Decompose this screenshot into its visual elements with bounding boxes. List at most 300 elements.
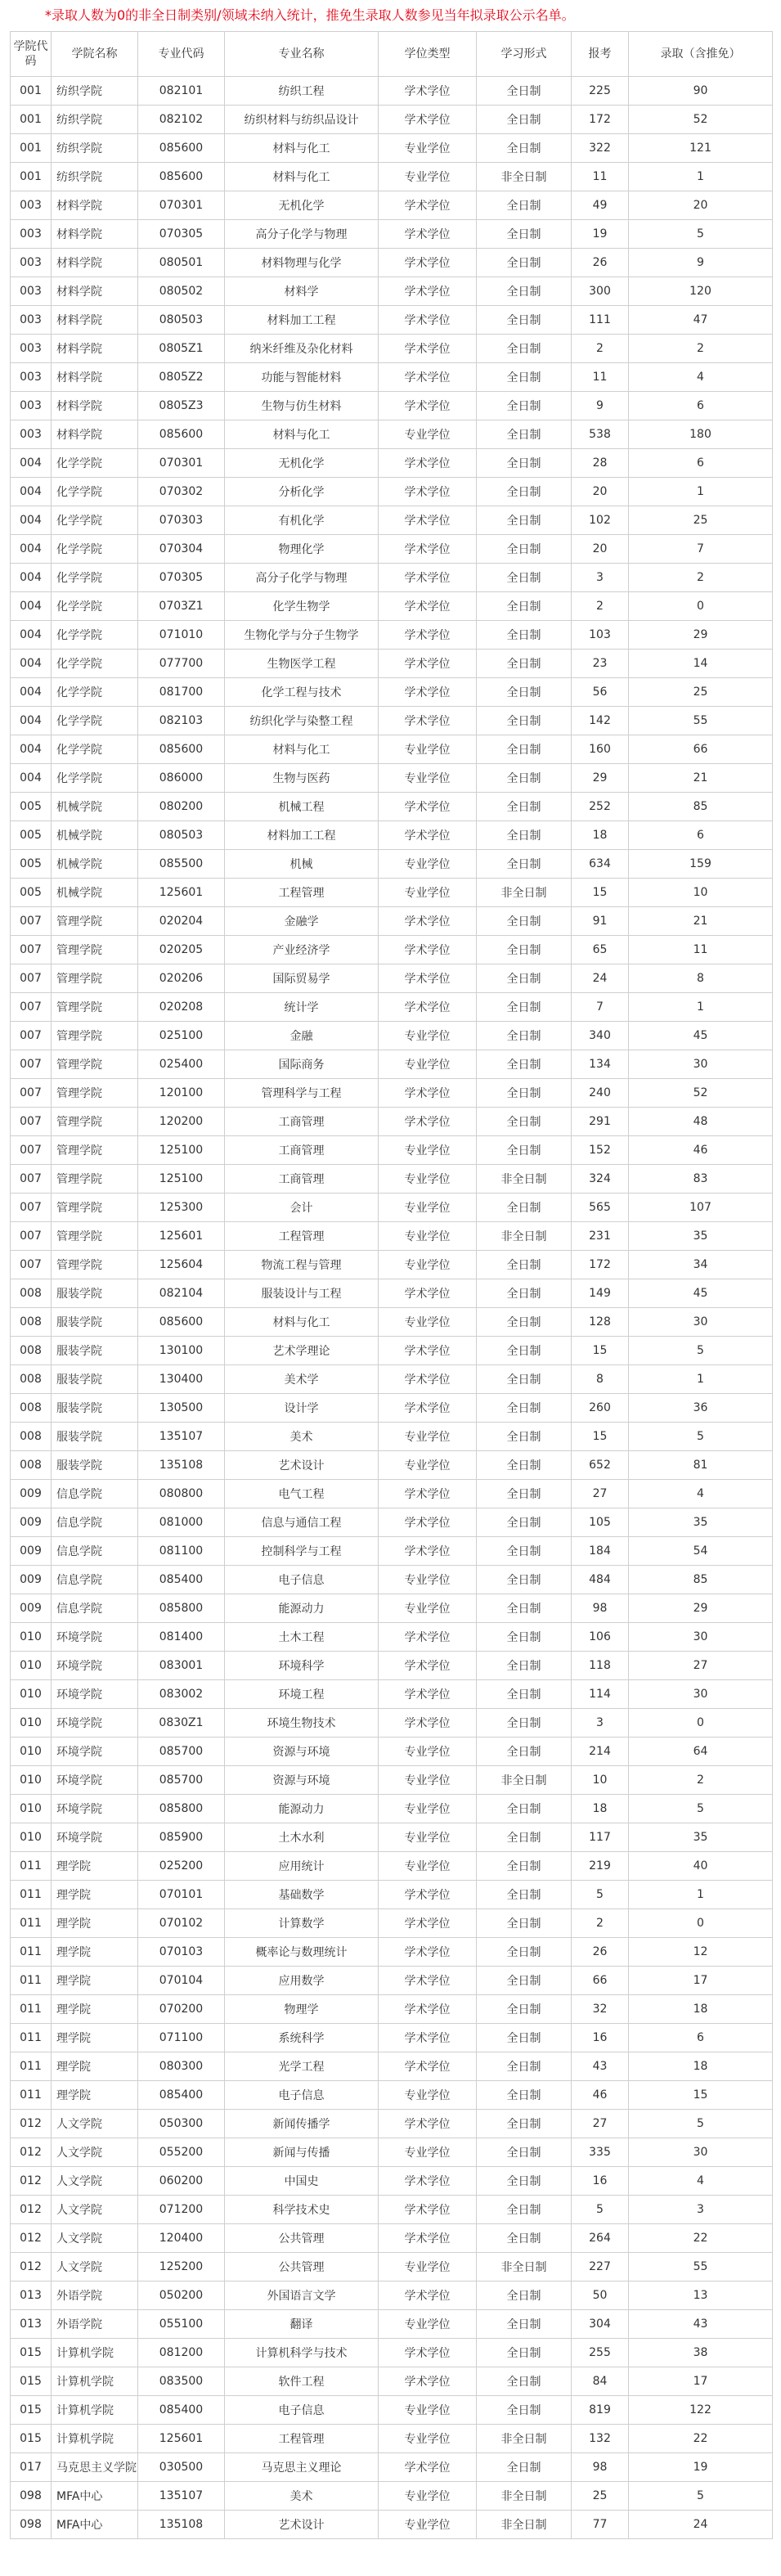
cell-study-mode: 全日制 [477,2310,572,2339]
cell-college-code: 015 [11,2339,52,2367]
cell-degree-type: 学术学位 [379,2282,477,2310]
cell-degree-type: 学术学位 [379,277,477,306]
cell-college-code: 005 [11,821,52,850]
cell-applicants: 142 [572,707,629,735]
cell-major-name: 物理学 [225,1995,379,2024]
table-row [11,678,773,707]
cell-major-code: 081100 [138,1537,225,1566]
table-row [11,1766,773,1795]
cell-degree-type: 学术学位 [379,1365,477,1394]
cell-college-name: 理学院 [52,2024,138,2052]
table-row [11,1938,773,1967]
cell-major-name: 电子信息 [225,1566,379,1594]
table-row [11,335,773,363]
cell-admitted: 180 [629,420,773,449]
cell-admitted: 1 [629,1881,773,1909]
table-row [11,1423,773,1451]
cell-applicants: 227 [572,2253,629,2282]
cell-applicants: 8 [572,1365,629,1394]
table-row [11,1852,773,1881]
cell-college-name: 管理学院 [52,1222,138,1251]
cell-college-name: 化学学院 [52,764,138,793]
table-row [11,77,773,106]
cell-applicants: 172 [572,106,629,134]
cell-applicants: 538 [572,420,629,449]
cell-college-code: 004 [11,535,52,564]
cell-major-name: 工商管理 [225,1165,379,1194]
cell-admitted: 25 [629,506,773,535]
cell-degree-type: 专业学位 [379,2138,477,2167]
cell-major-code: 135108 [138,1451,225,1480]
cell-college-name: 材料学院 [52,363,138,392]
cell-college-name: 化学学院 [52,650,138,678]
cell-study-mode: 全日制 [477,506,572,535]
cell-college-code: 010 [11,1766,52,1795]
cell-college-name: 管理学院 [52,1136,138,1165]
cell-applicants: 15 [572,879,629,907]
cell-study-mode: 全日制 [477,1680,572,1709]
cell-college-code: 007 [11,1079,52,1108]
cell-college-name: 纺织学院 [52,134,138,163]
cell-applicants: 23 [572,650,629,678]
cell-college-code: 010 [11,1709,52,1738]
cell-degree-type: 专业学位 [379,2310,477,2339]
cell-study-mode: 全日制 [477,2138,572,2167]
cell-college-name: 化学学院 [52,478,138,506]
cell-applicants: 335 [572,2138,629,2167]
table-row [11,1738,773,1766]
cell-applicants: 84 [572,2367,629,2396]
cell-study-mode: 非全日制 [477,2511,572,2539]
cell-admitted: 29 [629,621,773,650]
cell-study-mode: 全日制 [477,707,572,735]
cell-applicants: 484 [572,1566,629,1594]
cell-admitted: 121 [629,134,773,163]
cell-major-name: 材料与化工 [225,134,379,163]
cell-admitted: 35 [629,1508,773,1537]
cell-degree-type: 学术学位 [379,335,477,363]
cell-admitted: 2 [629,564,773,592]
cell-college-code: 010 [11,1652,52,1680]
cell-study-mode: 全日制 [477,2396,572,2425]
cell-study-mode: 全日制 [477,249,572,277]
cell-admitted: 55 [629,2253,773,2282]
cell-study-mode: 全日制 [477,1337,572,1365]
cell-college-code: 011 [11,1967,52,1995]
cell-major-name: 金融 [225,1022,379,1050]
cell-degree-type: 专业学位 [379,1222,477,1251]
table-row [11,277,773,306]
cell-major-code: 125604 [138,1251,225,1279]
cell-major-code: 070103 [138,1938,225,1967]
cell-college-code: 011 [11,1881,52,1909]
cell-college-name: 管理学院 [52,1194,138,1222]
cell-college-name: 机械学院 [52,821,138,850]
cell-admitted: 6 [629,821,773,850]
cell-degree-type: 专业学位 [379,2425,477,2453]
cell-degree-type: 学术学位 [379,220,477,249]
cell-study-mode: 全日制 [477,535,572,564]
cell-major-name: 设计学 [225,1394,379,1423]
cell-major-code: 077700 [138,650,225,678]
cell-major-code: 086000 [138,764,225,793]
cell-major-name: 纺织化学与染整工程 [225,707,379,735]
cell-study-mode: 全日制 [477,2339,572,2367]
cell-admitted: 81 [629,1451,773,1480]
cell-major-name: 概率论与数理统计 [225,1938,379,1967]
cell-degree-type: 学术学位 [379,2167,477,2196]
cell-major-code: 055200 [138,2138,225,2167]
cell-degree-type: 学术学位 [379,936,477,964]
cell-college-code: 007 [11,1194,52,1222]
cell-applicants: 49 [572,191,629,220]
cell-degree-type: 学术学位 [379,1938,477,1967]
cell-college-code: 007 [11,936,52,964]
table-row [11,1079,773,1108]
cell-applicants: 26 [572,249,629,277]
cell-applicants: 264 [572,2224,629,2253]
cell-admitted: 122 [629,2396,773,2425]
cell-admitted: 45 [629,1022,773,1050]
cell-college-name: 化学学院 [52,535,138,564]
cell-college-name: 服装学院 [52,1279,138,1308]
cell-degree-type: 学术学位 [379,2196,477,2224]
cell-major-code: 070301 [138,449,225,478]
table-row [11,249,773,277]
cell-college-name: 人文学院 [52,2224,138,2253]
cell-degree-type: 学术学位 [379,392,477,420]
cell-study-mode: 全日制 [477,420,572,449]
cell-college-code: 008 [11,1337,52,1365]
cell-applicants: 29 [572,764,629,793]
table-row [11,2224,773,2253]
cell-degree-type: 学术学位 [379,1995,477,2024]
cell-major-code: 082101 [138,77,225,106]
cell-college-name: 环境学院 [52,1680,138,1709]
cell-major-name: 材料与化工 [225,163,379,191]
cell-applicants: 128 [572,1308,629,1337]
cell-college-name: 材料学院 [52,277,138,306]
cell-applicants: 111 [572,306,629,335]
cell-major-code: 085700 [138,1738,225,1766]
table-row [11,793,773,821]
cell-applicants: 77 [572,2511,629,2539]
cell-major-code: 085600 [138,420,225,449]
cell-applicants: 91 [572,907,629,936]
table-row [11,1394,773,1423]
cell-applicants: 160 [572,735,629,764]
cell-college-name: 纺织学院 [52,106,138,134]
cell-major-code: 085400 [138,2081,225,2110]
cell-admitted: 30 [629,1308,773,1337]
cell-degree-type: 专业学位 [379,2482,477,2511]
header-major-name: 专业名称 [225,32,379,77]
cell-major-code: 135108 [138,2511,225,2539]
cell-study-mode: 全日制 [477,1508,572,1537]
cell-college-name: 材料学院 [52,335,138,363]
cell-college-name: 环境学院 [52,1823,138,1852]
cell-major-code: 083500 [138,2367,225,2396]
table-row [11,2367,773,2396]
cell-college-name: 信息学院 [52,1566,138,1594]
cell-major-name: 电子信息 [225,2081,379,2110]
cell-college-name: 服装学院 [52,1451,138,1480]
cell-study-mode: 全日制 [477,1709,572,1738]
cell-admitted: 2 [629,335,773,363]
cell-major-code: 085600 [138,134,225,163]
table-row [11,936,773,964]
cell-college-code: 005 [11,793,52,821]
cell-college-code: 005 [11,879,52,907]
cell-degree-type: 专业学位 [379,1308,477,1337]
cell-degree-type: 学术学位 [379,191,477,220]
cell-college-name: 计算机学院 [52,2425,138,2453]
cell-study-mode: 全日制 [477,392,572,420]
cell-degree-type: 学术学位 [379,1279,477,1308]
cell-college-code: 004 [11,478,52,506]
cell-applicants: 260 [572,1394,629,1423]
cell-major-name: 能源动力 [225,1795,379,1823]
cell-major-code: 120400 [138,2224,225,2253]
cell-major-code: 120200 [138,1108,225,1136]
cell-college-code: 009 [11,1566,52,1594]
cell-admitted: 10 [629,879,773,907]
cell-applicants: 114 [572,1680,629,1709]
cell-admitted: 29 [629,1594,773,1623]
cell-degree-type: 专业学位 [379,2253,477,2282]
header-major-code: 专业代码 [138,32,225,77]
cell-admitted: 5 [629,2110,773,2138]
cell-admitted: 34 [629,1251,773,1279]
cell-major-code: 070301 [138,191,225,220]
cell-college-name: 理学院 [52,1909,138,1938]
cell-college-code: 001 [11,106,52,134]
table-row [11,2110,773,2138]
cell-applicants: 18 [572,821,629,850]
cell-applicants: 7 [572,993,629,1022]
cell-degree-type: 学术学位 [379,249,477,277]
cell-degree-type: 专业学位 [379,850,477,879]
table-row [11,1909,773,1938]
cell-major-code: 085600 [138,1308,225,1337]
cell-admitted: 38 [629,2339,773,2367]
cell-college-name: 信息学院 [52,1594,138,1623]
cell-college-code: 004 [11,506,52,535]
cell-major-code: 125300 [138,1194,225,1222]
cell-major-code: 085500 [138,850,225,879]
cell-major-code: 070305 [138,564,225,592]
cell-college-code: 012 [11,2224,52,2253]
cell-degree-type: 专业学位 [379,879,477,907]
table-row [11,1194,773,1222]
table-row [11,2511,773,2539]
cell-major-name: 生物化学与分子生物学 [225,621,379,650]
table-row [11,1337,773,1365]
cell-admitted: 1 [629,1365,773,1394]
table-row [11,191,773,220]
header-degree-type: 学位类型 [379,32,477,77]
table-row [11,1709,773,1738]
cell-college-code: 009 [11,1594,52,1623]
cell-college-code: 015 [11,2425,52,2453]
cell-college-code: 001 [11,77,52,106]
cell-major-code: 070305 [138,220,225,249]
cell-degree-type: 学术学位 [379,2339,477,2367]
cell-study-mode: 全日制 [477,77,572,106]
cell-college-code: 010 [11,1795,52,1823]
cell-major-name: 管理科学与工程 [225,1079,379,1108]
cell-study-mode: 全日制 [477,220,572,249]
cell-study-mode: 全日制 [477,2224,572,2253]
cell-major-name: 会计 [225,1194,379,1222]
cell-study-mode: 全日制 [477,1995,572,2024]
cell-study-mode: 全日制 [477,1022,572,1050]
cell-admitted: 11 [629,936,773,964]
cell-major-name: 新闻与传播 [225,2138,379,2167]
cell-major-name: 公共管理 [225,2224,379,2253]
cell-major-code: 080503 [138,306,225,335]
cell-major-name: 无机化学 [225,449,379,478]
cell-admitted: 64 [629,1738,773,1766]
cell-degree-type: 专业学位 [379,2081,477,2110]
cell-study-mode: 全日制 [477,2282,572,2310]
table-row [11,1050,773,1079]
cell-study-mode: 全日制 [477,2367,572,2396]
cell-major-name: 资源与环境 [225,1738,379,1766]
cell-college-name: 管理学院 [52,907,138,936]
admission-note: *录取人数为0的非全日制类别/领域未纳入统计，推免生录取人数参见当年拟录取公示名单。 [45,7,575,23]
cell-study-mode: 全日制 [477,2196,572,2224]
cell-admitted: 1 [629,163,773,191]
cell-applicants: 102 [572,506,629,535]
cell-college-code: 008 [11,1394,52,1423]
cell-major-name: 功能与智能材料 [225,363,379,392]
cell-major-code: 025200 [138,1852,225,1881]
header-college-code: 学院代码 [11,32,52,77]
table-row [11,392,773,420]
cell-admitted: 18 [629,2052,773,2081]
cell-major-code: 125100 [138,1165,225,1194]
cell-applicants: 9 [572,392,629,420]
cell-admitted: 22 [629,2224,773,2253]
cell-applicants: 225 [572,77,629,106]
table-row [11,1823,773,1852]
cell-major-name: 国际商务 [225,1050,379,1079]
table-row [11,1108,773,1136]
cell-college-name: 信息学院 [52,1537,138,1566]
cell-college-code: 011 [11,2052,52,2081]
cell-major-name: 公共管理 [225,2253,379,2282]
cell-degree-type: 专业学位 [379,1738,477,1766]
cell-study-mode: 全日制 [477,1909,572,1938]
cell-college-name: 机械学院 [52,879,138,907]
cell-college-code: 003 [11,306,52,335]
header-admitted: 录取（含推免） [629,32,773,77]
cell-applicants: 11 [572,163,629,191]
cell-major-name: 有机化学 [225,506,379,535]
cell-major-name: 艺术设计 [225,2511,379,2539]
cell-college-name: 计算机学院 [52,2396,138,2425]
cell-major-name: 光学工程 [225,2052,379,2081]
cell-college-code: 012 [11,2196,52,2224]
cell-major-name: 美术 [225,1423,379,1451]
cell-degree-type: 学术学位 [379,506,477,535]
cell-study-mode: 非全日制 [477,2482,572,2511]
cell-degree-type: 学术学位 [379,2367,477,2396]
cell-college-code: 011 [11,1909,52,1938]
cell-major-code: 0830Z1 [138,1709,225,1738]
cell-degree-type: 学术学位 [379,1881,477,1909]
cell-degree-type: 学术学位 [379,1652,477,1680]
cell-study-mode: 全日制 [477,1365,572,1394]
cell-admitted: 25 [629,678,773,707]
cell-admitted: 5 [629,220,773,249]
cell-major-code: 125601 [138,1222,225,1251]
table-row [11,621,773,650]
cell-degree-type: 学术学位 [379,1480,477,1508]
cell-study-mode: 全日制 [477,1308,572,1337]
cell-college-code: 010 [11,1823,52,1852]
cell-college-code: 007 [11,907,52,936]
cell-applicants: 240 [572,1079,629,1108]
cell-study-mode: 全日制 [477,650,572,678]
cell-study-mode: 全日制 [477,1279,572,1308]
cell-college-name: 环境学院 [52,1623,138,1652]
cell-applicants: 46 [572,2081,629,2110]
cell-major-name: 高分子化学与物理 [225,564,379,592]
cell-applicants: 19 [572,220,629,249]
table-row [11,2425,773,2453]
cell-college-name: 机械学院 [52,850,138,879]
cell-admitted: 4 [629,2167,773,2196]
cell-college-code: 007 [11,1050,52,1079]
cell-applicants: 15 [572,1337,629,1365]
cell-college-name: 环境学院 [52,1652,138,1680]
cell-major-code: 083001 [138,1652,225,1680]
cell-major-code: 125100 [138,1136,225,1165]
table-row [11,1652,773,1680]
cell-degree-type: 学术学位 [379,707,477,735]
cell-study-mode: 全日制 [477,1594,572,1623]
cell-college-name: 马克思主义学院 [52,2453,138,2482]
cell-major-name: 化学生物学 [225,592,379,621]
cell-major-name: 工程管理 [225,879,379,907]
cell-admitted: 5 [629,1423,773,1451]
cell-applicants: 16 [572,2167,629,2196]
cell-applicants: 231 [572,1222,629,1251]
cell-study-mode: 非全日制 [477,163,572,191]
cell-major-code: 0805Z3 [138,392,225,420]
cell-college-code: 003 [11,420,52,449]
table-row [11,2167,773,2196]
cell-college-name: 化学学院 [52,449,138,478]
cell-degree-type: 专业学位 [379,420,477,449]
cell-admitted: 85 [629,1566,773,1594]
cell-admitted: 7 [629,535,773,564]
cell-major-code: 0805Z2 [138,363,225,392]
table-row [11,1365,773,1394]
cell-major-name: 应用统计 [225,1852,379,1881]
cell-admitted: 5 [629,1795,773,1823]
table-row [11,1537,773,1566]
cell-major-name: 计算机科学与技术 [225,2339,379,2367]
cell-major-code: 125601 [138,2425,225,2453]
cell-degree-type: 学术学位 [379,77,477,106]
cell-college-name: 纺织学院 [52,163,138,191]
table-row [11,106,773,134]
cell-degree-type: 专业学位 [379,1050,477,1079]
cell-college-code: 008 [11,1451,52,1480]
